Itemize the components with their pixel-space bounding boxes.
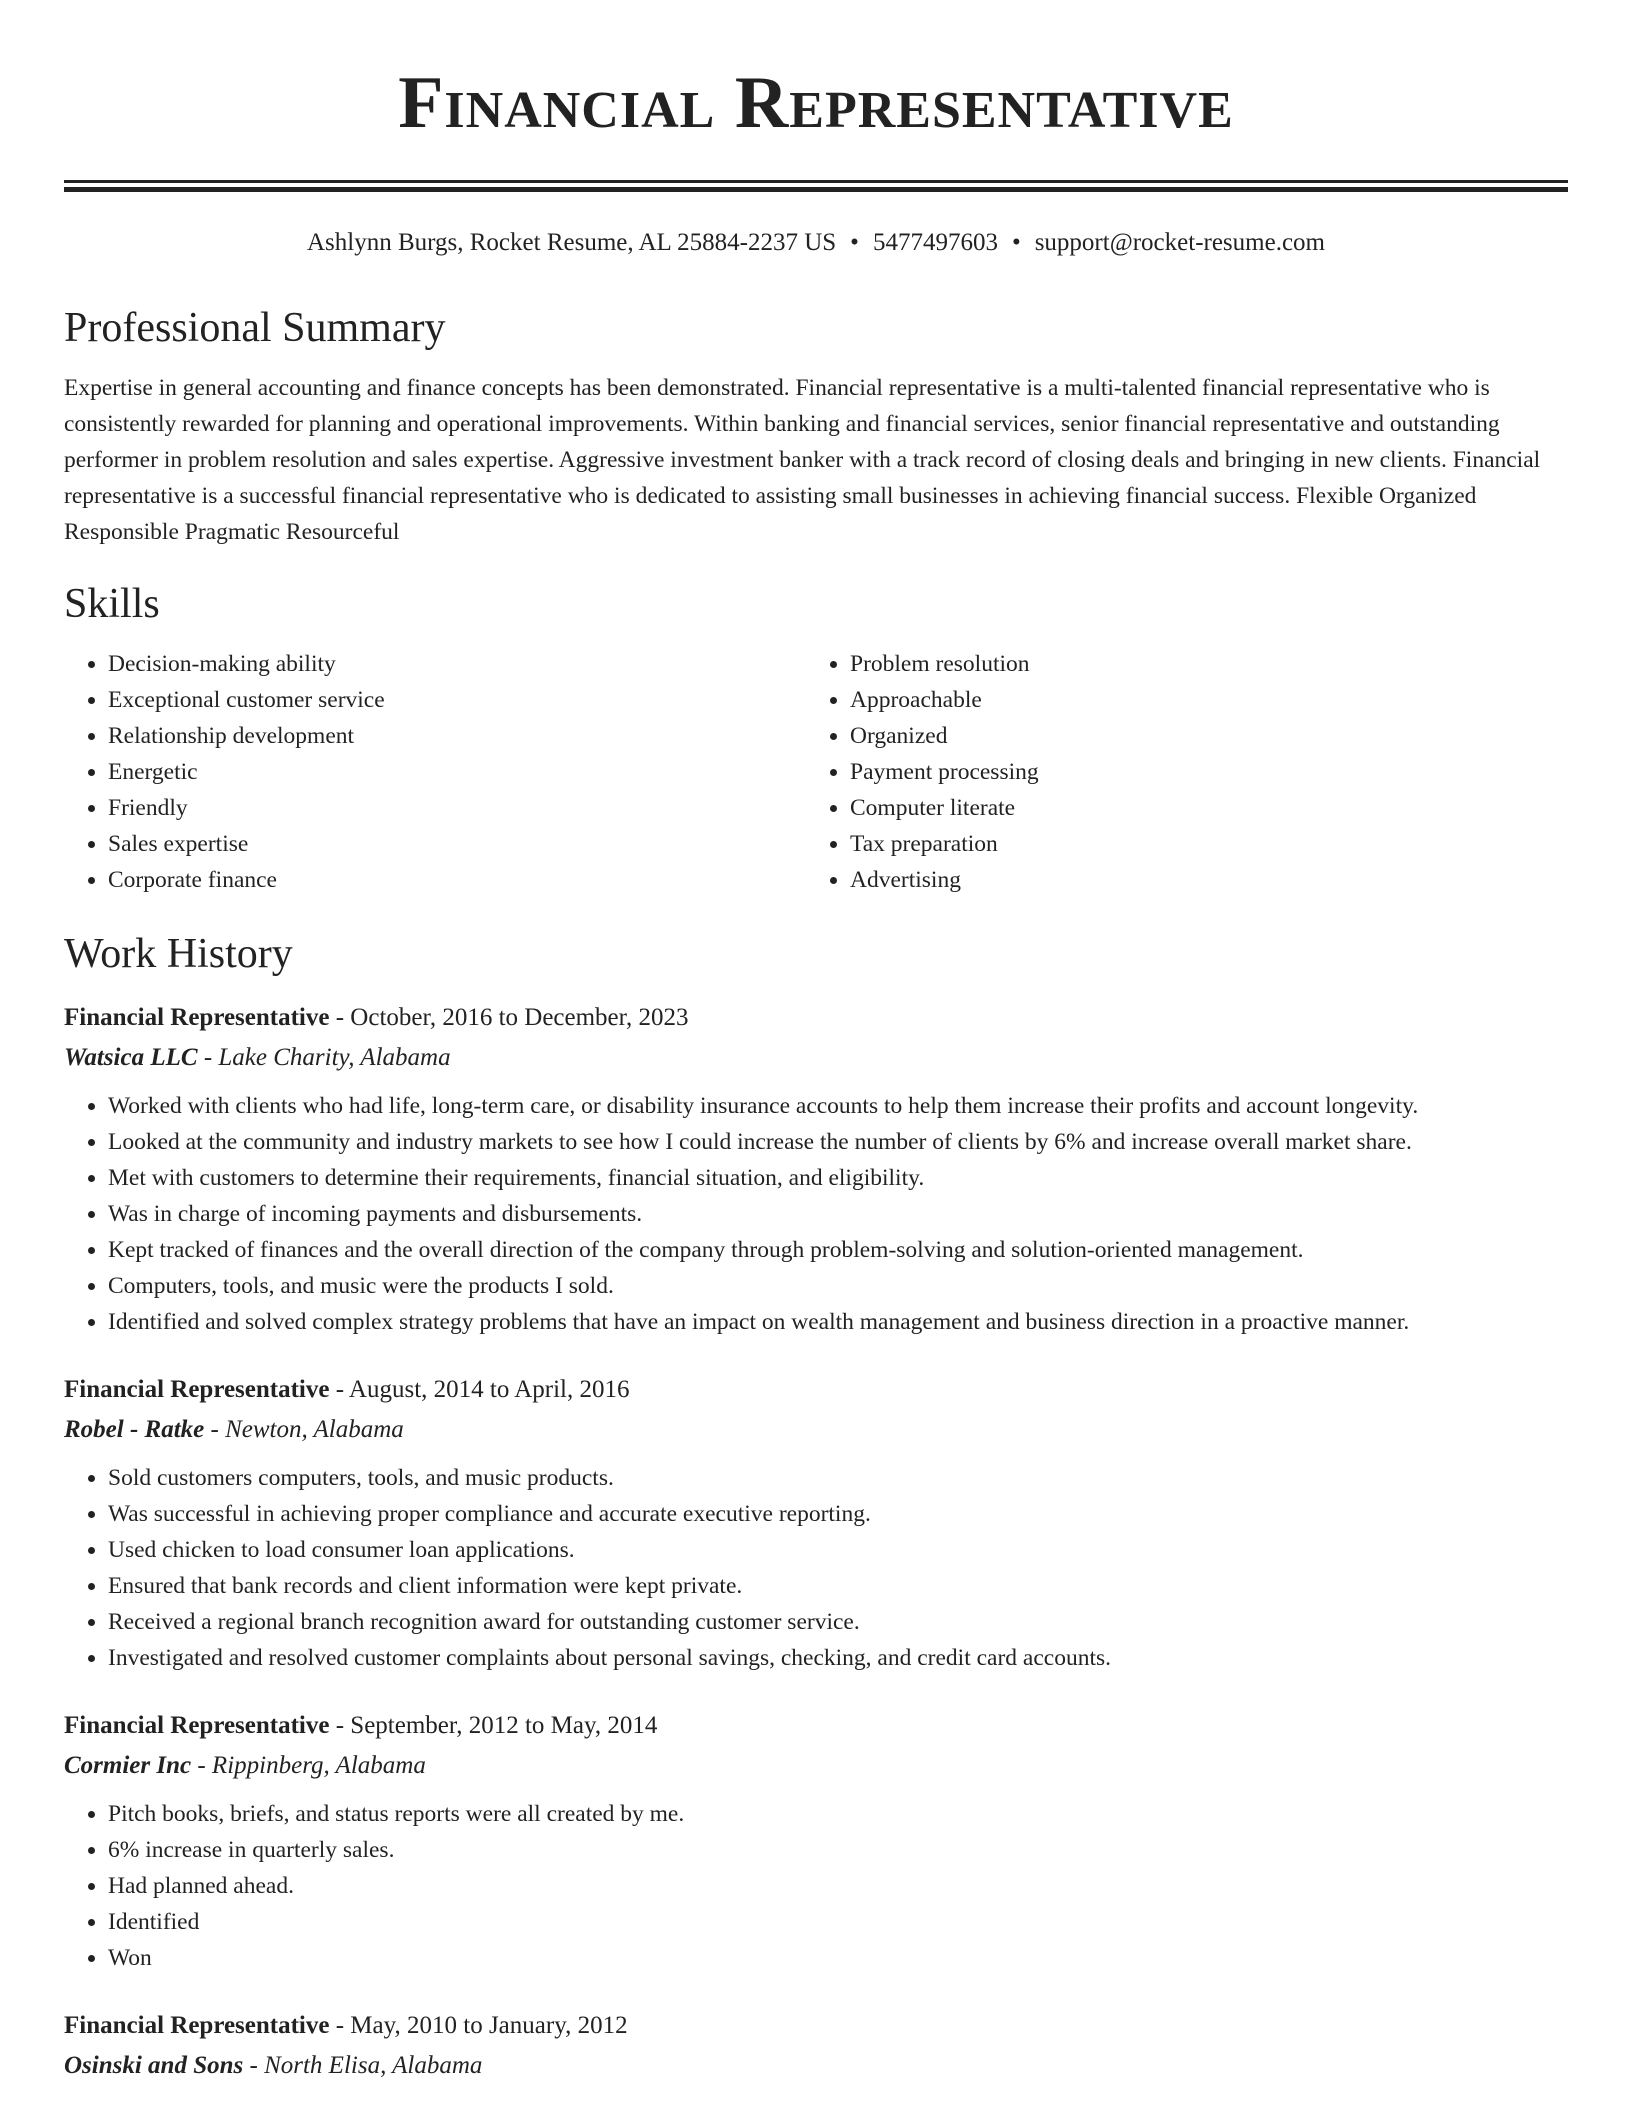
job-company-line bbox=[64, 1410, 1568, 1450]
job-entry bbox=[64, 1706, 1568, 1976]
skill-item: • Exceptional customer service bbox=[108, 682, 806, 718]
contact-phone: 5477497603 bbox=[872, 229, 998, 256]
job-role: Financial Representative bbox=[64, 1376, 330, 1403]
skill-item: • Approachable bbox=[850, 682, 1548, 718]
contact-separator: • bbox=[850, 229, 859, 256]
skills-grid bbox=[64, 646, 1568, 898]
skill-item: • Computer literate bbox=[850, 790, 1548, 826]
skill-item: • Tax preparation bbox=[850, 826, 1548, 862]
job-bullets bbox=[64, 1088, 1568, 1340]
job-bullets bbox=[64, 1796, 1568, 1976]
job-role: Financial Representative bbox=[64, 1004, 330, 1031]
job-dates: - August, 2014 to April, 2016 bbox=[329, 1376, 630, 1403]
job-bullet: • 6% increase in quarterly sales. bbox=[108, 1832, 1568, 1868]
job-location: - Newton, Alabama bbox=[204, 1416, 404, 1443]
job-bullet: • Looked at the community and industry markets to see how I could increase the number of clients by 6% and increase overall market share. bbox=[108, 1124, 1568, 1160]
job-entry bbox=[64, 1370, 1568, 1676]
job-company-line bbox=[64, 2046, 1568, 2086]
job-bullet: • Identified and solved complex strategy problems that have an impact on wealth management and business direction in a proactive manner. bbox=[108, 1304, 1568, 1340]
job-company: Robel - Ratke bbox=[64, 1416, 205, 1443]
job-bullet: • Investigated and resolved customer complaints about personal savings, checking, and credit card accounts. bbox=[108, 1640, 1568, 1676]
skill-item: • Friendly bbox=[108, 790, 806, 826]
job-location: - North Elisa, Alabama bbox=[243, 2052, 483, 2079]
job-dates: - October, 2016 to December, 2023 bbox=[329, 1004, 689, 1031]
job-title-line bbox=[64, 1370, 1568, 1410]
skill-item: • Sales expertise bbox=[108, 826, 806, 862]
job-bullet: • Identified bbox=[108, 1904, 1568, 1940]
job-bullet: • Computers, tools, and music were the products I sold. bbox=[108, 1268, 1568, 1304]
job-company: Watsica LLC bbox=[64, 1044, 198, 1071]
job-bullet: • Used chicken to load consumer loan applications. bbox=[108, 1532, 1568, 1568]
contact-email: support@rocket-resume.com bbox=[1034, 229, 1325, 256]
job-bullet: • Received a regional branch recognition award for outstanding customer service. bbox=[108, 1604, 1568, 1640]
title-divider bbox=[64, 180, 1568, 192]
resume-title: Financial Representative bbox=[398, 62, 1234, 144]
job-bullet: • Had planned ahead. bbox=[108, 1868, 1568, 1904]
skill-item: • Corporate finance bbox=[108, 862, 806, 898]
skill-item: • Energetic bbox=[108, 754, 806, 790]
job-location: - Lake Charity, Alabama bbox=[197, 1044, 451, 1071]
job-entry bbox=[64, 2006, 1568, 2086]
summary-text: Expertise in general accounting and finance concepts has been demonstrated. Financial representative is a multi-talented financial representative who is consistently rewarded for planning and operational improvements. Within banking and financial services, senior financial representative and outstanding performer in problem resolution and sales expertise. Aggressive investment banker with a track record of closing deals and bringing in new clients. Financial representative is a successful financial representative who is dedicated to assisting small businesses in achieving financial success. Flexible Organized Responsible Pragmatic Resourceful bbox=[64, 375, 1541, 545]
job-company-line bbox=[64, 1746, 1568, 1786]
contact-address: Ashlynn Burgs, Rocket Resume, AL 25884-2237 US bbox=[307, 229, 837, 256]
job-bullet: • Sold customers computers, tools, and music products. bbox=[108, 1460, 1568, 1496]
job-role: Financial Representative bbox=[64, 2012, 330, 2039]
job-bullet: • Ensured that bank records and client information were kept private. bbox=[108, 1568, 1568, 1604]
job-bullet: • Kept tracked of finances and the overall direction of the company through problem-solving and solution-oriented management. bbox=[108, 1232, 1568, 1268]
skills-list-right bbox=[806, 646, 1548, 898]
job-bullet: • Was successful in achieving proper compliance and accurate executive reporting. bbox=[108, 1496, 1568, 1532]
job-company: Cormier Inc bbox=[64, 1752, 192, 1779]
job-bullet: • Met with customers to determine their requirements, financial situation, and eligibility. bbox=[108, 1160, 1568, 1196]
job-company: Osinski and Sons bbox=[64, 2052, 244, 2079]
skill-item: • Organized bbox=[850, 718, 1548, 754]
job-dates: - May, 2010 to January, 2012 bbox=[329, 2012, 628, 2039]
job-dates: - September, 2012 to May, 2014 bbox=[329, 1712, 658, 1739]
job-bullet: • Pitch books, briefs, and status reports were all created by me. bbox=[108, 1796, 1568, 1832]
job-bullet: • Was in charge of incoming payments and disbursements. bbox=[108, 1196, 1568, 1232]
skill-item: • Decision-making ability bbox=[108, 646, 806, 682]
job-bullet: • Worked with clients who had life, long-term care, or disability insurance accounts to help them increase their profits and account longevity. bbox=[108, 1088, 1568, 1124]
skill-item: • Problem resolution bbox=[850, 646, 1548, 682]
skill-item: • Relationship development bbox=[108, 718, 806, 754]
job-title-line bbox=[64, 998, 1568, 1038]
skills-list-left bbox=[64, 646, 806, 898]
job-location: - Rippinberg, Alabama bbox=[191, 1752, 426, 1779]
skill-item: • Payment processing bbox=[850, 754, 1548, 790]
job-company-line bbox=[64, 1038, 1568, 1078]
work-history-heading: Work History bbox=[64, 931, 293, 977]
summary-heading: Professional Summary bbox=[64, 305, 446, 351]
job-bullets bbox=[64, 1460, 1568, 1676]
job-title-line bbox=[64, 2006, 1568, 2046]
job-title-line bbox=[64, 1706, 1568, 1746]
contact-line bbox=[64, 226, 1568, 260]
job-entry bbox=[64, 998, 1568, 1340]
contact-separator: • bbox=[1011, 229, 1021, 256]
skills-heading: Skills bbox=[64, 581, 160, 627]
skill-item: • Advertising bbox=[850, 862, 1548, 898]
job-role: Financial Representative bbox=[64, 1712, 330, 1739]
job-bullet: • Won bbox=[108, 1940, 1568, 1976]
